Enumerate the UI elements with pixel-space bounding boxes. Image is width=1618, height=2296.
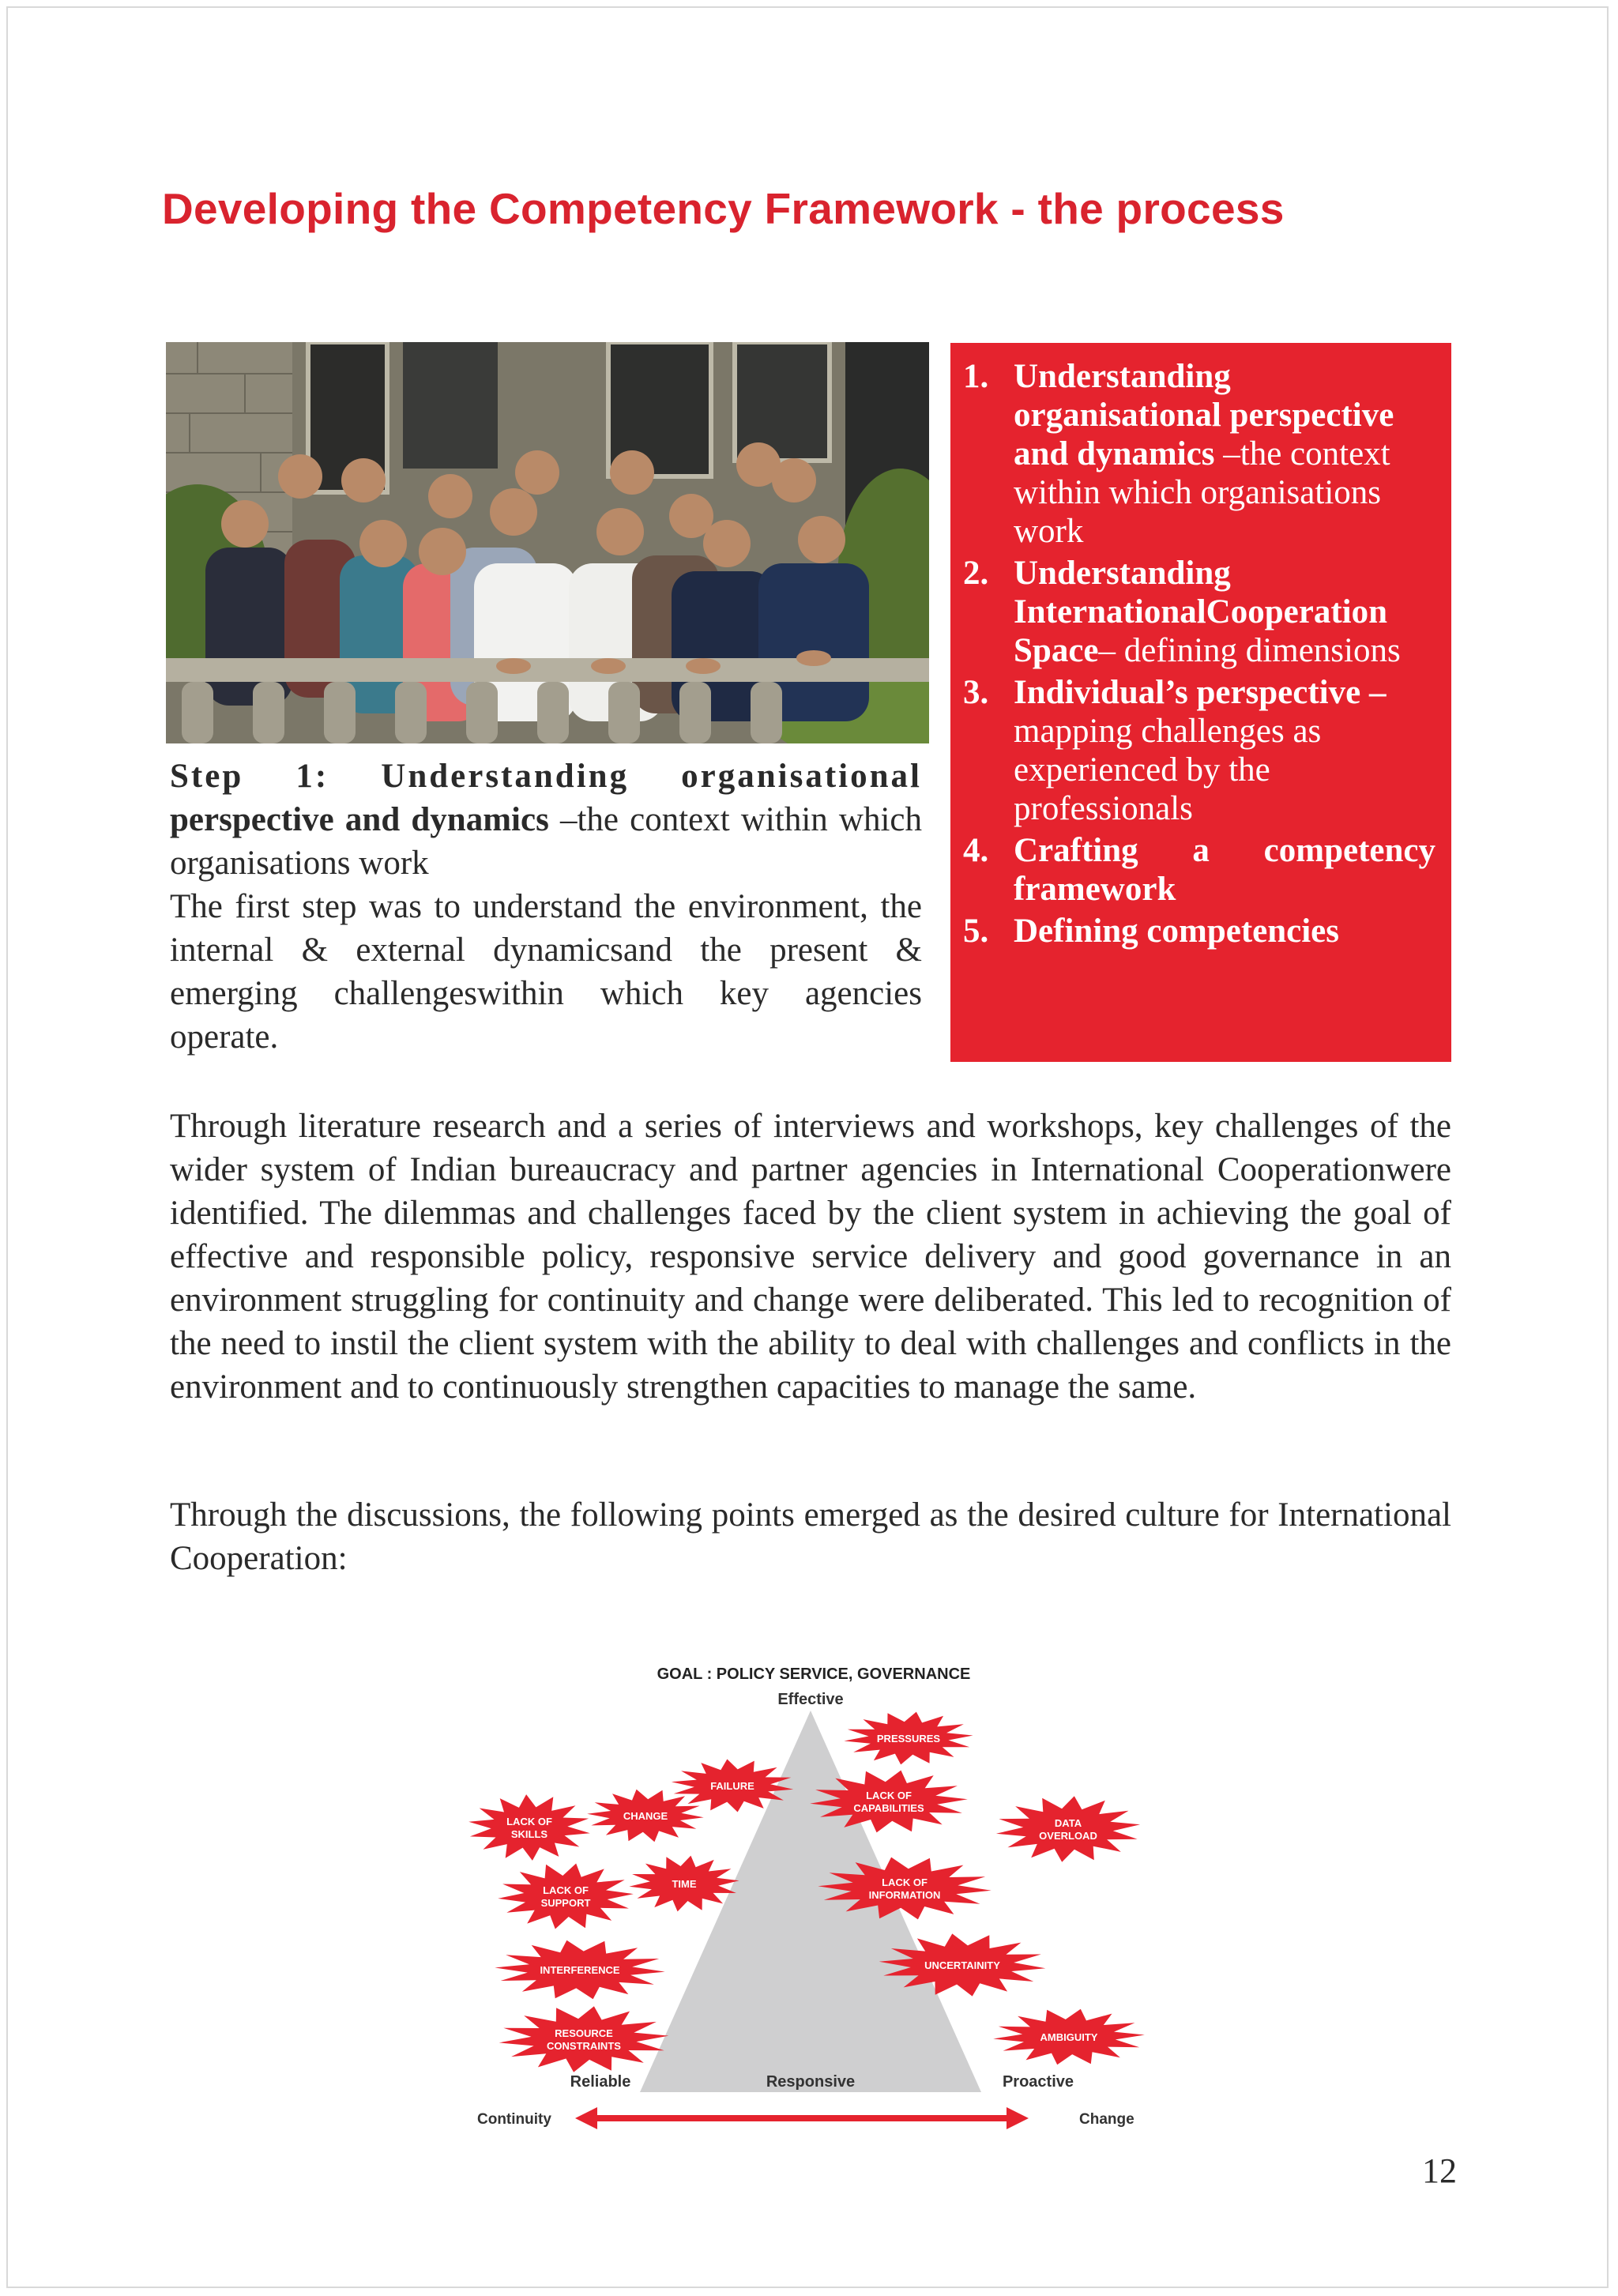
page-number: 12 <box>1422 2151 1457 2190</box>
step1-body: The first step was to understand the environment, the internal & external dynamicsand the present & emerging challengeswithin which key agencies operate. <box>170 888 922 1056</box>
process-steps-box <box>950 343 1451 1062</box>
process-step <box>957 554 1436 670</box>
diagram-axis-right: Change <box>1079 2111 1134 2128</box>
lack-of-support-label: LACK OF <box>543 1884 589 1896</box>
failure-label: FAILURE <box>710 1780 754 1792</box>
step-description: –the context within which organisations work <box>1014 435 1390 550</box>
lack-of-support-burst <box>498 1864 634 1929</box>
step-number: 3. <box>963 674 989 711</box>
lack-of-information-label: INFORMATION <box>868 1889 941 1901</box>
lack-of-skills-label: SKILLS <box>510 1828 548 1840</box>
arrow-head-right <box>1007 2107 1029 2129</box>
arrow-head-left <box>575 2107 597 2129</box>
resource-constraints-label: RESOURCE <box>555 2027 613 2039</box>
step1-heading-line <box>170 755 922 798</box>
step-title: Crafting a competency framework <box>1014 832 1436 908</box>
culture-diagram <box>466 1655 1161 2145</box>
lack-of-skills-label: LACK OF <box>506 1816 552 1827</box>
process-step <box>957 357 1436 551</box>
step-title: Understanding organisational perspective and dynamics <box>1014 358 1394 472</box>
diagram-base-center: Responsive <box>766 2073 856 2091</box>
data-overload-burst <box>996 1796 1140 1862</box>
resource-constraints-burst <box>499 2006 669 2072</box>
process-step <box>957 912 1436 950</box>
interference-label: INTERFERENCE <box>540 1964 620 1976</box>
step1-section <box>170 755 922 1059</box>
process-step <box>957 673 1436 828</box>
step-number: 5. <box>963 913 989 950</box>
step1-context: –the context within which organisations work <box>170 801 923 882</box>
lack-of-skills-burst <box>468 1794 590 1861</box>
time-label: TIME <box>672 1878 697 1890</box>
resource-constraints-label: CONSTRAINTS <box>547 2040 621 2052</box>
uncertainty-label: UNCERTAINITY <box>924 1959 1000 1971</box>
body-paragraph: Through the discussions, the following points emerged as the desired culture for International Cooperation: <box>170 1496 1451 1577</box>
diagram-base-right: Proactive <box>1002 2073 1074 2091</box>
page-title: Developing the Competency Framework - the process <box>162 184 1285 233</box>
step1-heading: Step 1: Understanding organisational <box>170 758 922 795</box>
step-number: 1. <box>963 358 989 395</box>
ambiguity-label: AMBIGUITY <box>1040 2031 1098 2043</box>
lack-of-information-label: LACK OF <box>882 1876 928 1888</box>
change-label: CHANGE <box>623 1810 668 1822</box>
data-overload-label: DATA <box>1054 1817 1082 1829</box>
lack-of-capabilities-label: LACK OF <box>866 1790 912 1801</box>
step-description: – defining dimensions <box>1098 632 1401 669</box>
diagram-goal-label: GOAL : POLICY SERVICE, GOVERNANCE <box>657 1666 971 1683</box>
group-photo <box>166 342 929 743</box>
step-title: Individual’s perspective – <box>1014 674 1387 711</box>
step1-heading-cont: perspective and dynamics <box>170 801 549 838</box>
step-description: mapping challenges as experienced by the professionals <box>1014 713 1322 827</box>
data-overload-label: OVERLOAD <box>1039 1830 1097 1842</box>
body-paragraph: Through literature research and a series of interviews and workshops, key challenges of the wider system of Indian bureaucracy and partner agencies in International Cooperationwere identified. The dilemmas and challenges faced by the client system in achieving the goal of effective and responsible policy, responsive service delivery and good governance in an environment struggling for continuity and change were deliberated. This led to recognition of the need to instil the client system with the ability to deal with challenges and conflicts in the environment and to continuously strengthen capacities to manage the same. <box>170 1108 1451 1406</box>
step-number: 4. <box>963 832 989 869</box>
diagram-axis-left: Continuity <box>477 2111 551 2128</box>
process-steps-list <box>957 357 1436 950</box>
step-number: 2. <box>963 555 989 592</box>
lack-of-support-label: SUPPORT <box>540 1897 591 1909</box>
step1-intro <box>170 798 922 885</box>
step-title: Understanding InternationalCooperation Space <box>1014 555 1387 669</box>
process-step <box>957 831 1436 909</box>
step-title: Defining competencies <box>1014 913 1340 950</box>
diagram-base-left: Reliable <box>570 2073 631 2091</box>
diagram-apex-label: Effective <box>777 1691 844 1708</box>
lack-of-capabilities-label: CAPABILITIES <box>853 1802 924 1814</box>
pressures-label: PRESSURES <box>876 1733 941 1745</box>
